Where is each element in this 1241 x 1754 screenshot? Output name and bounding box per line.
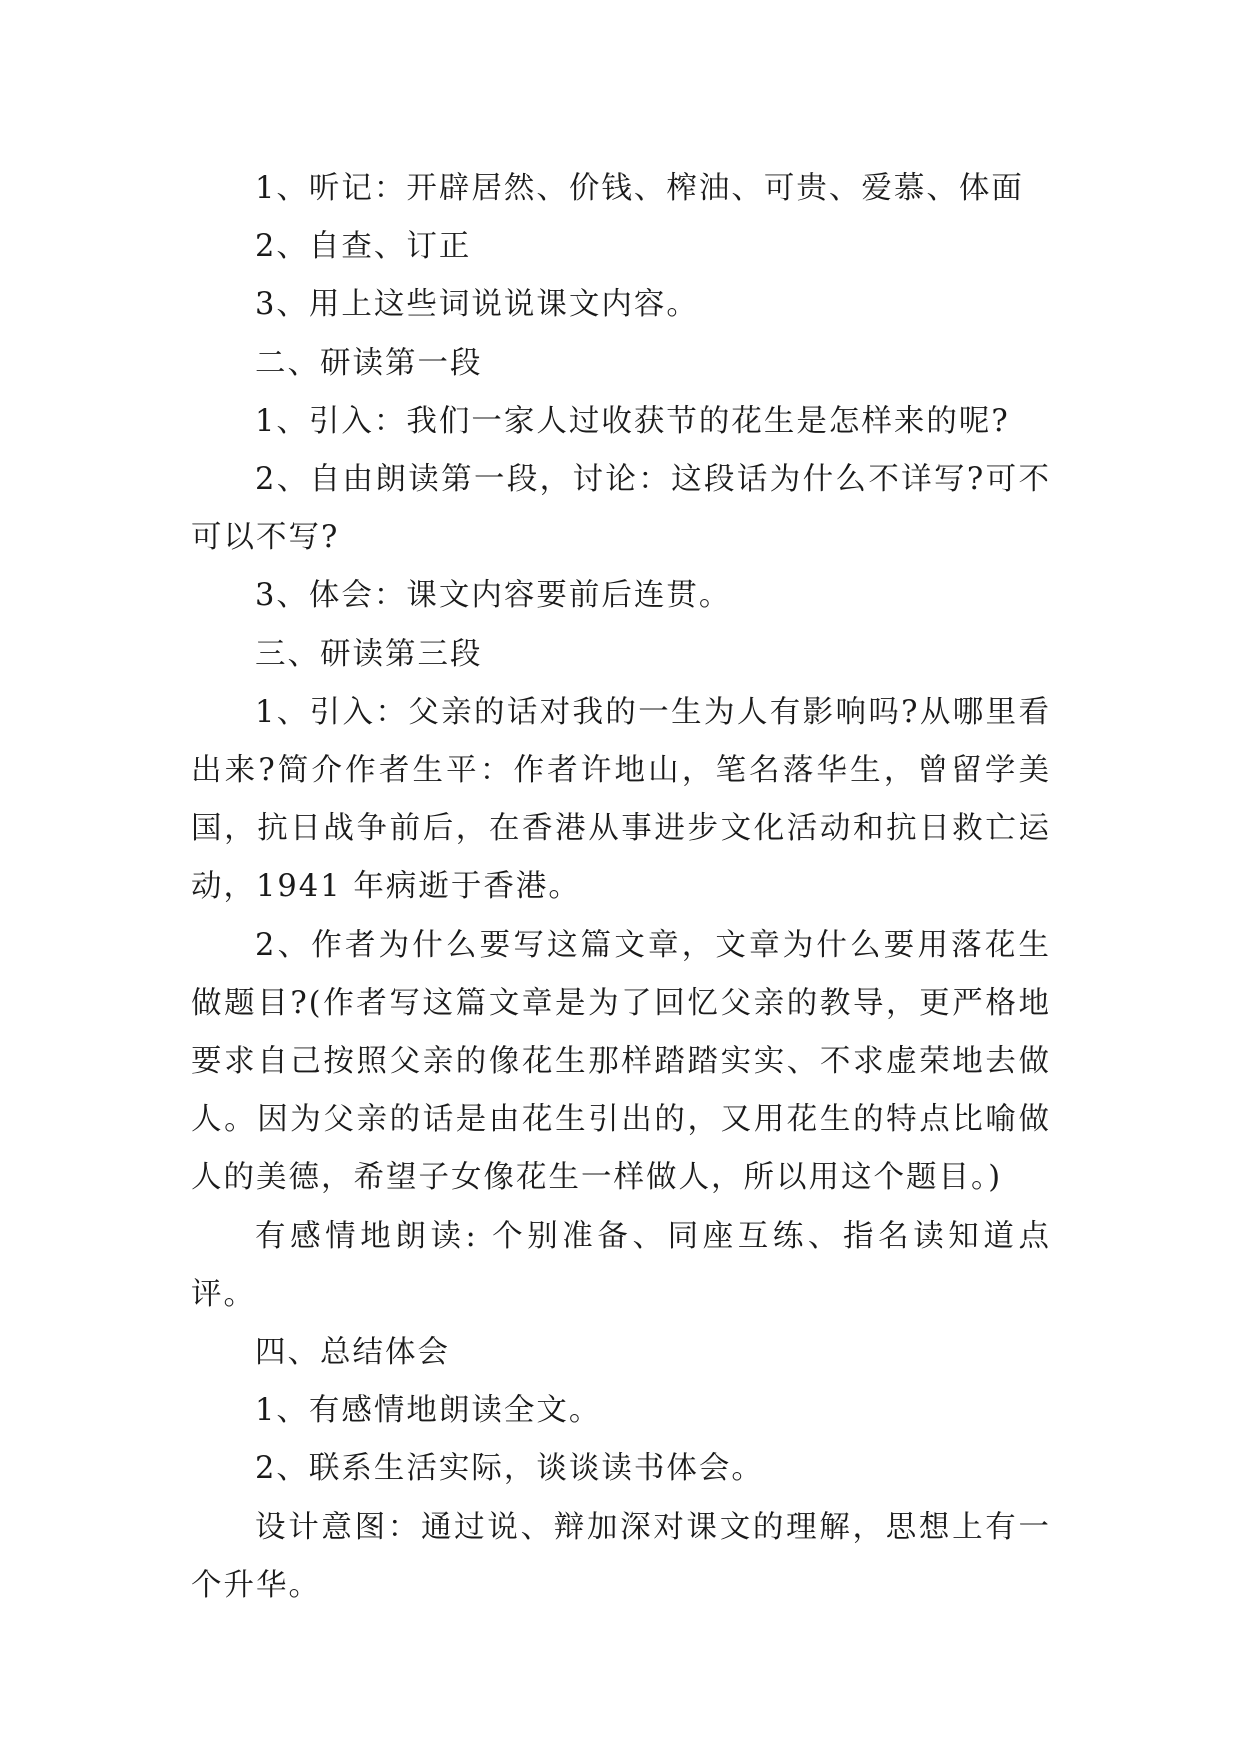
document-body <box>191 160 1051 1615</box>
paragraph-experience: 3、体会：课文内容要前后连贯。 <box>255 578 732 614</box>
paragraph-intro-3: 1、引入：父亲的话对我的一生为人有影响吗?从哪里看出来?简介作者生平：作者许地山，笔名落华生，曾留学美国，抗日战争前后，在香港从事进步文化活动和抗日救亡运动，1941 年病逝于香港。 <box>191 694 1051 905</box>
paragraph-free-reading: 2、自由朗读第一段，讨论：这段话为什么不详写?可不可以不写? <box>191 462 1051 556</box>
paragraph-author-purpose: 2、作者为什么要写这篇文章，文章为什么要用落花生做题目?(作者写这篇文章是为了回忆父亲的教导，更严格地要求自己按照父亲的像花生那样踏踏实实、不求虚荣地去做人。因为父亲的话是由花生引出的，又用花生的特点比喻做人的美德，希望子女像花生一样做人，所以用这个题目。) <box>191 927 1051 1196</box>
paragraph-read-whole: 1、有感情地朗读全文。 <box>255 1393 602 1429</box>
paragraph-design-intent: 设计意图：通过说、辩加深对课文的理解，思想上有一个升华。 <box>191 1509 1051 1603</box>
section-heading-2: 二、研读第一段 <box>255 345 483 381</box>
paragraph-dictation: 1、听记：开辟居然、价钱、榨油、可贵、爱慕、体面 <box>255 171 1024 206</box>
paragraph-emotional-reading: 有感情地朗读: 个别准备、同座互练、指名读知道点评。 <box>191 1218 1051 1312</box>
paragraph-real-life: 2、联系生活实际，谈谈读书体会。 <box>255 1451 764 1487</box>
paragraph-self-check: 2、自查、订正 <box>255 229 472 265</box>
paragraph-use-words: 3、用上这些词说说课文内容。 <box>255 287 699 323</box>
section-heading-3: 三、研读第三段 <box>255 636 483 672</box>
section-heading-4: 四、总结体会 <box>255 1335 450 1371</box>
paragraph-intro-1: 1、引入：我们一家人过收获节的花生是怎样来的呢? <box>255 403 1010 439</box>
